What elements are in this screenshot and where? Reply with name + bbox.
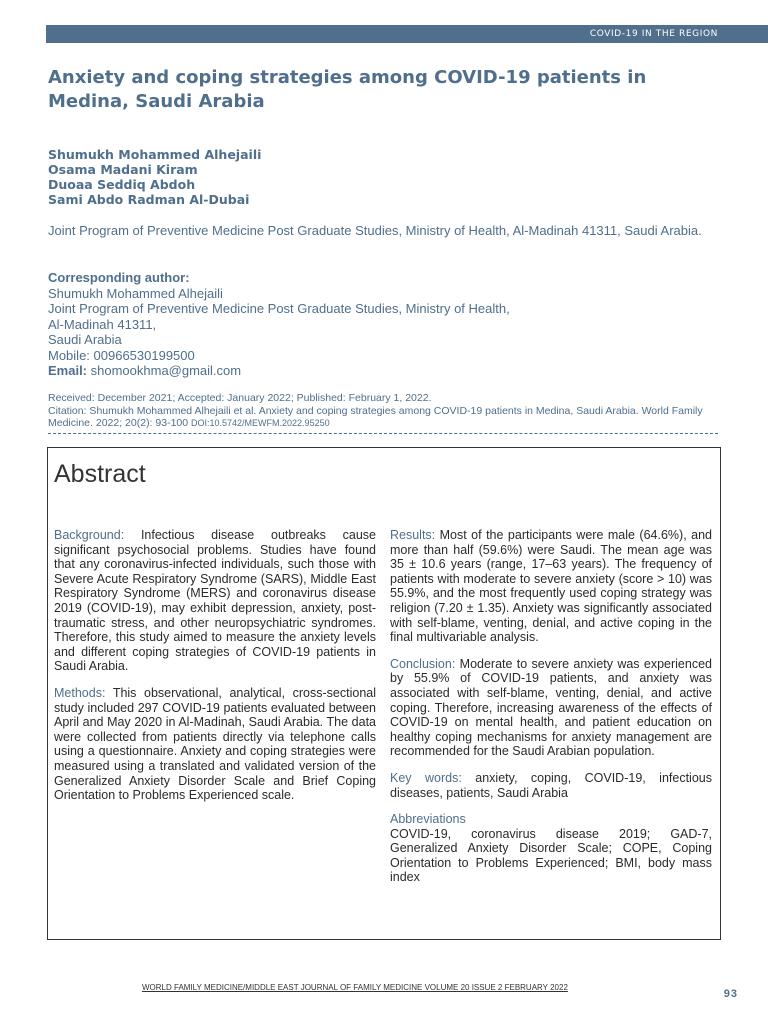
- corresponding-author-name: Shumukh Mohammed Alhejaili: [48, 285, 223, 301]
- keywords-label: Key words:: [390, 770, 462, 785]
- abstract-keywords: [390, 771, 712, 800]
- conclusion-label: Conclusion:: [390, 656, 456, 671]
- abstract-results: [390, 528, 712, 645]
- background-text: Infectious disease outbreaks cause significant psychosocial problems. Studies have found that any coronavirus-infected individuals, such those with Severe Acute Respiratory Syndrome (SARS), Middle East Respiratory Syndrome (MERS) and coronavirus disease 2019 (COVID-19), may exhibit depression, anxiety, post-traumatic stress, and other neuropsychiatric syndromes. Therefore, this study aimed to measure the anxiety levels and different coping strategies of COVID-19 patients in Saudi Arabia.: [54, 528, 376, 674]
- abstract-heading: Abstract: [54, 460, 146, 488]
- corresponding-mobile: Mobile: 00966530199500: [48, 347, 195, 363]
- corresponding-address-line: Al-Madinah 41311,: [48, 316, 157, 332]
- corresponding-author-block: [48, 270, 728, 379]
- email-label: Email:: [48, 363, 88, 378]
- section-header-bar: [46, 25, 768, 43]
- dashed-divider: [48, 433, 718, 434]
- section-label: COVID-19 IN THE REGION: [589, 29, 718, 39]
- author-name: Sami Abdo Radman Al-Dubai: [48, 192, 250, 207]
- author-name: Duoaa Seddiq Abdoh: [48, 177, 196, 192]
- author-name: Shumukh Mohammed Alhejaili: [48, 147, 262, 162]
- conclusion-text: Moderate to severe anxiety was experienced by 55.9% of COVID-19 patients, and anxiety was associated with self-blame, venting, denial, and active coping. Therefore, increasing awareness of the effects of COVID-19 on mental health, and patient education on healthy coping mechanisms for anxiety management are recommended for the Saudi Arabian population.: [390, 656, 712, 759]
- methods-label: Methods:: [54, 685, 106, 700]
- author-name: Osama Madani Kiram: [48, 162, 198, 177]
- received-dates: Received: December 2021; Accepted: January 2022; Published: February 1, 2022.: [48, 392, 432, 404]
- article-title: Anxiety and coping strategies among COVID-19 patients in Medina, Saudi Arabia: [48, 67, 647, 112]
- abstract-column-right: [390, 528, 712, 897]
- abbreviations-text: COVID-19, coronavirus disease 2019; GAD-7, Generalized Anxiety Disorder Scale; COPE, Coping Orientation to Problems Experienced; BMI, body mass index: [390, 826, 712, 885]
- corresponding-address-line: Saudi Arabia: [48, 332, 122, 347]
- corresponding-address-line: Joint Program of Preventive Medicine Post Graduate Studies, Ministry of Health,: [48, 301, 510, 316]
- abstract-methods: [54, 686, 376, 803]
- email-address[interactable]: shomookhma@gmail.com: [90, 363, 242, 378]
- abstract-conclusion: [390, 657, 712, 759]
- publication-info: [48, 392, 718, 430]
- abstract-box: [47, 447, 721, 940]
- author-list: [48, 147, 261, 207]
- abstract-column-left: [54, 528, 376, 815]
- abstract-abbreviations: [390, 812, 712, 885]
- affiliation: Joint Program of Preventive Medicine Post Graduate Studies, Ministry of Health, Al-Madinah 41311, Saudi Arabia.: [48, 223, 702, 238]
- corresponding-author-label: Corresponding author:: [48, 270, 190, 285]
- citation-block: [48, 405, 718, 430]
- citation-text: Citation: Shumukh Mohammed Alhejaili et al. Anxiety and coping strategies among COVID-19 patients in Medina, Saudi Arabia. World Family Medicine. 2022; 20(2): 93-100: [48, 404, 703, 429]
- page-number: 93: [723, 988, 738, 1000]
- corresponding-email-row: [48, 363, 728, 379]
- results-text: Most of the participants were male (64.6%), and more than half (59.6%) were Saudi. The mean age was 35 ± 10.6 years (range, 17–63 years). The frequency of patients with moderate to severe anxiety (score > 10) was 55.9%, and the most frequently used coping strategy was religion (7.20 ± 1.35). Anxiety was significantly associated with self-blame, venting, denial, and active coping in the final multivariable analysis.: [390, 528, 712, 645]
- journal-footer: WORLD FAMILY MEDICINE/MIDDLE EAST JOURNAL OF FAMILY MEDICINE VOLUME 20 ISSUE 2 FEBRUARY 2022: [142, 983, 568, 992]
- abstract-background: [54, 528, 376, 674]
- keywords-text: anxiety, coping, COVID-19, infectious diseases, patients, Saudi Arabia: [390, 770, 712, 800]
- doi-link[interactable]: DOI:10.5742/MEWFM.2022.95250: [191, 418, 330, 428]
- results-label: Results:: [390, 528, 436, 542]
- abbreviations-label: Abbreviations: [390, 812, 466, 827]
- background-label: Background:: [54, 528, 125, 542]
- methods-text: This observational, analytical, cross-sectional study included 297 COVID-19 patients evaluated between April and May 2020 in Al-Madinah, Saudi Arabia. The data were collected from patients directly via telephone calls using a questionnaire. Anxiety and coping strategies were measured using a translated and validated version of the Generalized Anxiety Disorder Scale and Brief Coping Orientation to Problems Experienced scale.: [54, 685, 377, 803]
